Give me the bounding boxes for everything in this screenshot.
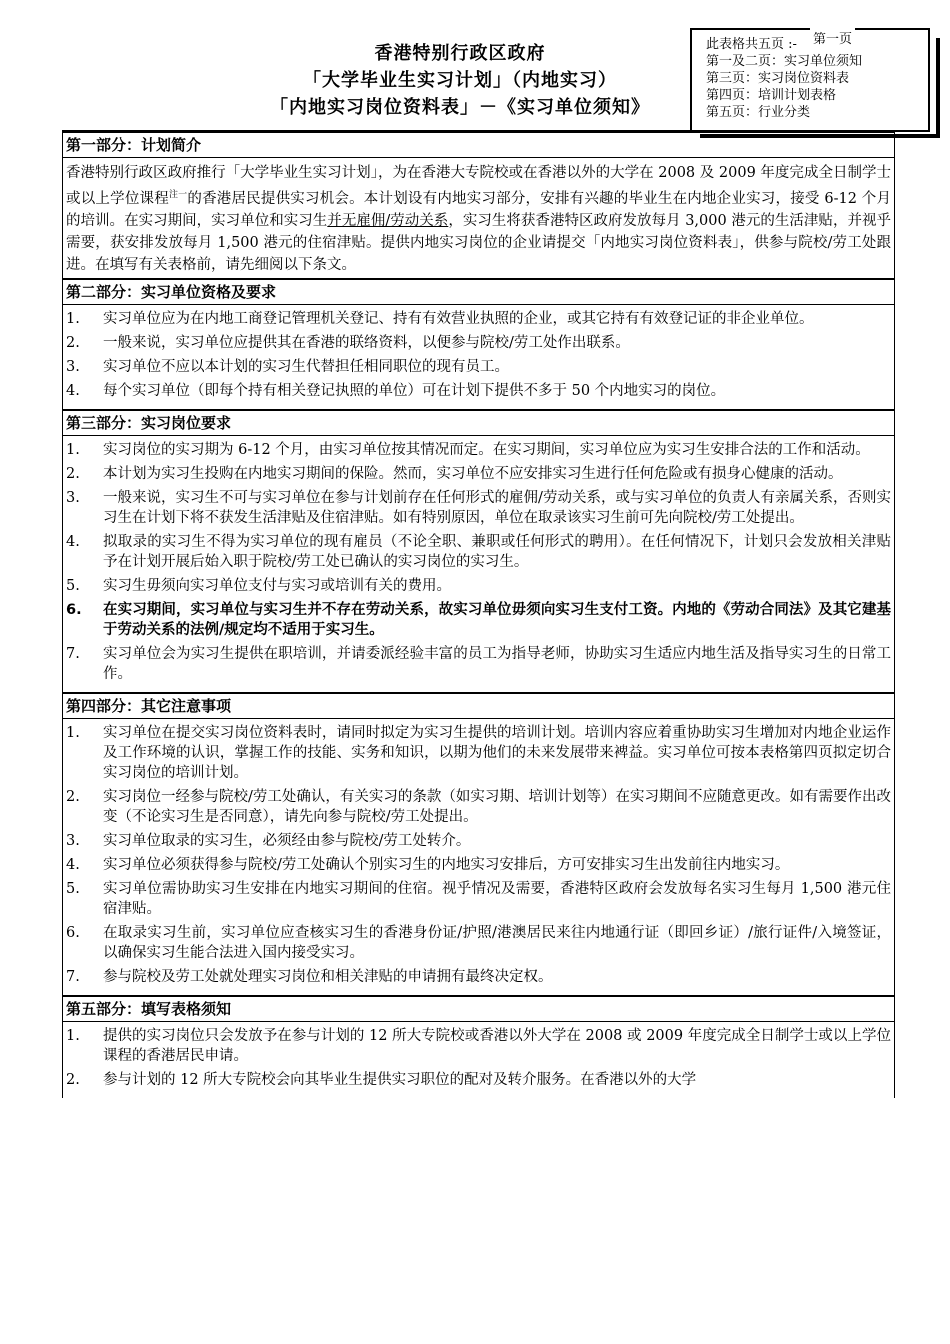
item-text: 提供的实习岗位只会发放予在参与计划的 12 所大专院校或香港以外大学在 2008 或 2009 年度完成全日制学士或以上学位课程的香港居民申请。 bbox=[103, 1027, 891, 1064]
intro-text-b: 的香港居民提供实习机会。本计划设有内地实习部分，安排有兴趣的毕业生在内地企业实习，接受 6-12 个月的培训。在实习期间，实习单位和实习生 bbox=[66, 190, 892, 229]
list-item bbox=[63, 381, 894, 401]
index-row: 第一及二页：实习单位须知 bbox=[706, 54, 863, 69]
item-text: 实习岗位的实习期为 6-12 个月，由实习单位按其情况而定。在实习期间，实习单位应为实习生安排合法的工作和活动。 bbox=[103, 441, 870, 458]
intro-text-c: ，实习生将获香港特区政府发放每月 3,000 港元的生活津贴，并视乎需要，获安排发放每月 1,500 港元的住宿津贴。提供内地实习岗位的企业请提交「内地实习岗位资料表」，供参与院校/劳工处跟进。在填写有关表格前，请先细阅以下条文。 bbox=[66, 212, 892, 273]
list-item bbox=[63, 357, 894, 377]
item-text: 实习岗位一经参与院校/劳工处确认，有关实习的条款（如实习期、培训计划等）在实习期间不应随意更改。如有需要作出改变（不论实习生是否同意），请先向参与院校/劳工处提出。 bbox=[103, 788, 891, 825]
list-item bbox=[63, 1070, 894, 1090]
list-item bbox=[63, 831, 894, 851]
item-number: 4. bbox=[66, 856, 80, 873]
item-text: 拟取录的实习生不得为实习单位的现有雇员（不论全职、兼职或任何形式的聘用）。在任何情况下，计划只会发放相关津贴予在计划开展后始入职于院校/劳工处已确认的实习岗位的实习生。 bbox=[103, 533, 891, 570]
index-row: 第四页：培训计划表格 bbox=[706, 88, 837, 103]
item-text: 一般来说，实习生不可与实习单位在参与计划前存在任何形式的雇佣/劳动关系，或与实习单位的负责人有亲属关系，否则实习生在计划下将不获发生活津贴及住宿津贴。如有特别原因，单位在取录该实习生前可先向院校/劳工处提出。 bbox=[103, 489, 891, 526]
item-number: 3. bbox=[66, 489, 80, 506]
title-line-1: 香港特别行政区政府 bbox=[374, 43, 546, 64]
item-text: 实习生毋须向实习单位支付与实习或培训有关的费用。 bbox=[103, 577, 451, 594]
page-number: 第一页 bbox=[810, 28, 855, 47]
item-text: 在取录实习生前，实习单位应查核实习生的香港身份证/护照/港澳居民来往内地通行证（即回乡证）/旅行证件/入境签证，以确保实习生能合法进入国内接受实习。 bbox=[103, 924, 891, 961]
list-item bbox=[63, 532, 894, 572]
item-number: 6. bbox=[66, 601, 82, 618]
footnote-marker: 注一 bbox=[168, 190, 188, 200]
item-number: 1. bbox=[66, 310, 80, 327]
index-row: 此表格共五页 :- bbox=[706, 37, 797, 52]
item-number: 2. bbox=[66, 334, 80, 351]
list-item bbox=[63, 576, 894, 596]
item-text: 一般来说，实习单位应提供其在香港的联络资料，以便参与院校/劳工处作出联系。 bbox=[103, 334, 630, 351]
item-text: 参与计划的 12 所大专院校会向其毕业生提供实习职位的配对及转介服务。在香港以外的大学 bbox=[103, 1071, 697, 1088]
index-row: 第三页：实习岗位资料表 bbox=[706, 71, 850, 86]
part5-list bbox=[63, 1022, 894, 1098]
item-text: 实习单位需协助实习生安排在内地实习期间的住宿。视乎情况及需要，香港特区政府会发放每名实习生每月 1,500 港元住宿津贴。 bbox=[103, 880, 891, 917]
section-heading-part5: 第五部分：填写表格须知 bbox=[63, 995, 894, 1022]
title-line-2: 「大学毕业生实习计划」（内地实习） bbox=[303, 70, 617, 91]
item-text: 每个实习单位（即每个持有相关登记执照的单位）可在计划下提供不多于 50 个内地实习的岗位。 bbox=[103, 382, 726, 399]
list-item bbox=[63, 879, 894, 919]
item-text: 实习单位在提交实习岗位资料表时，请同时拟定为实习生提供的培训计划。培训内容应着重协助实习生增加对内地企业运作及工作环境的认识，掌握工作的技能、实务和知识，以期为他们的未来发展带来裨益。实习单位可按本表格第四页拟定切合实习岗位的培训计划。 bbox=[103, 724, 891, 781]
list-item bbox=[63, 923, 894, 963]
list-item bbox=[63, 723, 894, 783]
item-number: 1. bbox=[66, 441, 80, 458]
list-item-emphasized bbox=[63, 600, 894, 640]
notice-table bbox=[62, 130, 895, 1098]
list-item bbox=[63, 855, 894, 875]
item-number: 4. bbox=[66, 382, 80, 399]
section-heading-part1: 第一部分：计划简介 bbox=[63, 131, 894, 158]
list-item bbox=[63, 1026, 894, 1066]
item-number: 2. bbox=[66, 788, 80, 805]
item-text: 实习单位会为实习生提供在职培训，并请委派经验丰富的员工为指导老师，协助实习生适应内地生活及指导实习生的日常工作。 bbox=[103, 645, 891, 682]
item-number: 2. bbox=[66, 465, 80, 482]
item-number: 3. bbox=[66, 358, 80, 375]
part2-list bbox=[63, 305, 894, 409]
section-heading-part4: 第四部分：其它注意事项 bbox=[63, 692, 894, 719]
item-text: 实习单位应为在内地工商登记管理机关登记、持有有效营业执照的企业，或其它持有有效登记证的非企业单位。 bbox=[103, 310, 814, 327]
item-text: 实习单位不应以本计划的实习生代替担任相同职位的现有员工。 bbox=[103, 358, 509, 375]
item-number: 1. bbox=[66, 724, 80, 741]
item-number: 2. bbox=[66, 1071, 80, 1088]
part4-list bbox=[63, 719, 894, 995]
list-item bbox=[63, 309, 894, 329]
index-row: 第五页：行业分类 bbox=[706, 105, 811, 120]
item-number: 7. bbox=[66, 645, 80, 662]
list-item bbox=[63, 440, 894, 460]
section-heading-part3: 第三部分：实习岗位要求 bbox=[63, 409, 894, 436]
list-item bbox=[63, 967, 894, 987]
item-number: 4. bbox=[66, 533, 80, 550]
intro-text-a: 香港特别行政区政府推行「大学毕业生实习计划」，为在香港大专院校或在香港以外的大学在 2008 及 2009 年度完成全日制学士或以上学位课程 bbox=[66, 165, 891, 207]
item-text: 实习单位必须获得参与院校/劳工处确认个别实习生的内地实习安排后，方可安排实习生出发前往内地实习。 bbox=[103, 856, 790, 873]
list-item bbox=[63, 488, 894, 528]
item-text: 本计划为实习生投购在内地实习期间的保险。然而，实习单位不应安排实习生进行任何危险或有损身心健康的活动。 bbox=[103, 465, 843, 482]
document-title bbox=[240, 40, 680, 121]
title-line-3: 「内地实习岗位资料表」－《实习单位须知》 bbox=[270, 97, 650, 118]
list-item bbox=[63, 644, 894, 684]
section-heading-part2: 第二部分：实习单位资格及要求 bbox=[63, 278, 894, 305]
list-item bbox=[63, 333, 894, 353]
intro-underlined: 并无雇佣/劳动关系 bbox=[327, 212, 449, 229]
item-number: 5. bbox=[66, 880, 80, 897]
part1-intro-paragraph bbox=[63, 158, 894, 278]
item-number: 5. bbox=[66, 577, 80, 594]
list-item bbox=[63, 464, 894, 484]
part3-list bbox=[63, 436, 894, 692]
item-text: 实习单位取录的实习生，必须经由参与院校/劳工处转介。 bbox=[103, 832, 471, 849]
item-text: 参与院校及劳工处就处理实习岗位和相关津贴的申请拥有最终决定权。 bbox=[103, 968, 553, 985]
item-number: 7. bbox=[66, 968, 80, 985]
item-number: 1. bbox=[66, 1027, 80, 1044]
item-number: 6. bbox=[66, 924, 80, 941]
item-number: 3. bbox=[66, 832, 80, 849]
list-item bbox=[63, 787, 894, 827]
item-text: 在实习期间，实习单位与实习生并不存在劳动关系，故实习单位毋须向实习生支付工资。内地的《劳动合同法》及其它建基于劳动关系的法例/规定均不适用于实习生。 bbox=[103, 601, 891, 638]
